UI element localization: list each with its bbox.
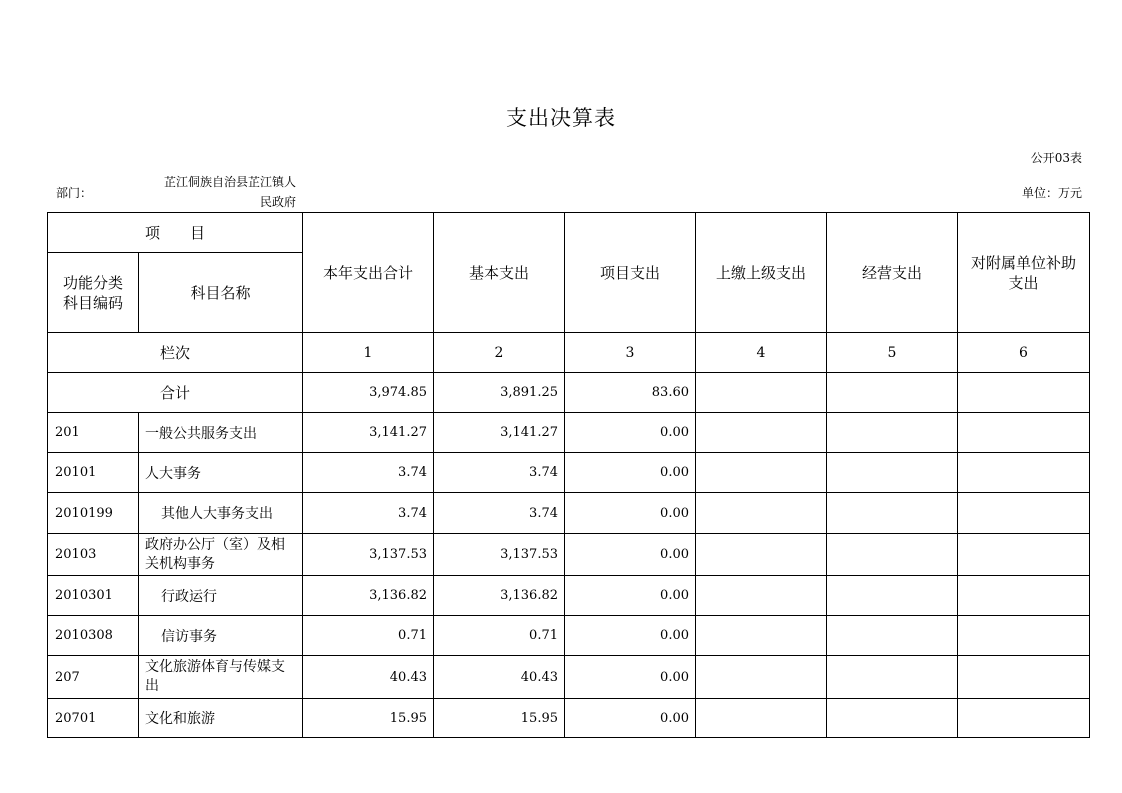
subsidy-cell — [958, 699, 1090, 738]
col-num-4: 4 — [696, 333, 827, 373]
business-cell — [827, 373, 958, 413]
business-cell — [827, 493, 958, 534]
basic-cell: 3,136.82 — [434, 576, 565, 616]
basic-cell: 3.74 — [434, 453, 565, 493]
upper-cell — [696, 373, 827, 413]
total-cell: 3,141.27 — [303, 413, 434, 453]
table-row — [48, 616, 1090, 656]
basic-cell: 15.95 — [434, 699, 565, 738]
upper-cell — [696, 493, 827, 534]
column-index-row — [48, 333, 1090, 373]
basic-cell: 3,891.25 — [434, 373, 565, 413]
subsidy-cell — [958, 413, 1090, 453]
dept-name-line2: 民政府 — [259, 195, 296, 209]
name-cell: 文化旅游体育与传媒支出 — [139, 656, 303, 699]
total-cell: 3,974.85 — [303, 373, 434, 413]
total-cell: 3.74 — [303, 493, 434, 534]
subsidy-cell — [958, 576, 1090, 616]
table-row — [48, 656, 1090, 699]
subsidy-cell — [958, 373, 1090, 413]
subsidy-cell — [958, 616, 1090, 656]
col-num-1: 1 — [303, 333, 434, 373]
code-cell: 20103 — [48, 534, 139, 576]
project-cell: 0.00 — [565, 534, 696, 576]
basic-cell: 0.71 — [434, 616, 565, 656]
business-cell — [827, 534, 958, 576]
table-row — [48, 534, 1090, 576]
project-cell: 0.00 — [565, 413, 696, 453]
name-cell: 人大事务 — [139, 453, 303, 493]
total-cell: 3,137.53 — [303, 534, 434, 576]
business-cell — [827, 453, 958, 493]
table-row — [48, 576, 1090, 616]
page-title: 支出决算表 — [506, 106, 616, 130]
project-cell: 83.60 — [565, 373, 696, 413]
col-num-5: 5 — [827, 333, 958, 373]
business-cell — [827, 616, 958, 656]
code-cell: 2010301 — [48, 576, 139, 616]
basic-cell: 3.74 — [434, 493, 565, 534]
unit-label: 单位：万元 — [1021, 186, 1082, 200]
total-cell: 0.71 — [303, 616, 434, 656]
col-basic-header: 基本支出 — [434, 213, 565, 333]
project-cell: 0.00 — [565, 493, 696, 534]
col-total-header: 本年支出合计 — [303, 213, 434, 333]
upper-cell — [696, 534, 827, 576]
subject-name-header: 科目名称 — [139, 253, 303, 333]
col-upper-header: 上缴上级支出 — [696, 213, 827, 333]
name-cell: 行政运行 — [139, 576, 303, 616]
dept-label: 部门： — [56, 186, 93, 200]
code-cell: 207 — [48, 656, 139, 699]
func-code-header: 功能分类科目编码 — [48, 253, 139, 333]
project-cell: 0.00 — [565, 616, 696, 656]
header-row-1 — [48, 213, 1090, 253]
form-code: 公开03表 — [1030, 151, 1082, 165]
table-row — [48, 453, 1090, 493]
expenditure-table — [47, 212, 1090, 738]
business-cell — [827, 699, 958, 738]
total-cell: 3,136.82 — [303, 576, 434, 616]
col-num-3: 3 — [565, 333, 696, 373]
col-num-6: 6 — [958, 333, 1090, 373]
business-cell — [827, 656, 958, 699]
name-cell: 一般公共服务支出 — [139, 413, 303, 453]
name-cell: 信访事务 — [139, 616, 303, 656]
dept-name-line1: 芷江侗族自治县芷江镇人 — [163, 175, 296, 189]
col-num-2: 2 — [434, 333, 565, 373]
upper-cell — [696, 656, 827, 699]
total-label: 合计 — [48, 373, 303, 413]
col-business-header: 经营支出 — [827, 213, 958, 333]
name-cell: 其他人大事务支出 — [139, 493, 303, 534]
table-row — [48, 699, 1090, 738]
item-header: 项 目 — [48, 213, 303, 253]
business-cell — [827, 413, 958, 453]
project-cell: 0.00 — [565, 656, 696, 699]
subsidy-cell — [958, 453, 1090, 493]
code-cell: 2010199 — [48, 493, 139, 534]
basic-cell: 3,137.53 — [434, 534, 565, 576]
total-cell: 3.74 — [303, 453, 434, 493]
basic-cell: 40.43 — [434, 656, 565, 699]
upper-cell — [696, 576, 827, 616]
dept-name — [140, 172, 296, 212]
total-row — [48, 373, 1090, 413]
subsidy-cell — [958, 534, 1090, 576]
total-cell: 40.43 — [303, 656, 434, 699]
code-cell: 201 — [48, 413, 139, 453]
code-cell: 20101 — [48, 453, 139, 493]
upper-cell — [696, 453, 827, 493]
name-cell: 文化和旅游 — [139, 699, 303, 738]
business-cell — [827, 576, 958, 616]
table-row — [48, 493, 1090, 534]
name-cell: 政府办公厅（室）及相关机构事务 — [139, 534, 303, 576]
project-cell: 0.00 — [565, 453, 696, 493]
table-row — [48, 413, 1090, 453]
project-cell: 0.00 — [565, 576, 696, 616]
upper-cell — [696, 699, 827, 738]
subsidy-cell — [958, 493, 1090, 534]
total-cell: 15.95 — [303, 699, 434, 738]
basic-cell: 3,141.27 — [434, 413, 565, 453]
col-project-header: 项目支出 — [565, 213, 696, 333]
subsidy-cell — [958, 656, 1090, 699]
col-subsidy-header: 对附属单位补助支出 — [958, 213, 1090, 333]
code-cell: 20701 — [48, 699, 139, 738]
project-cell: 0.00 — [565, 699, 696, 738]
upper-cell — [696, 616, 827, 656]
upper-cell — [696, 413, 827, 453]
row-index-label: 栏次 — [48, 333, 303, 373]
code-cell: 2010308 — [48, 616, 139, 656]
